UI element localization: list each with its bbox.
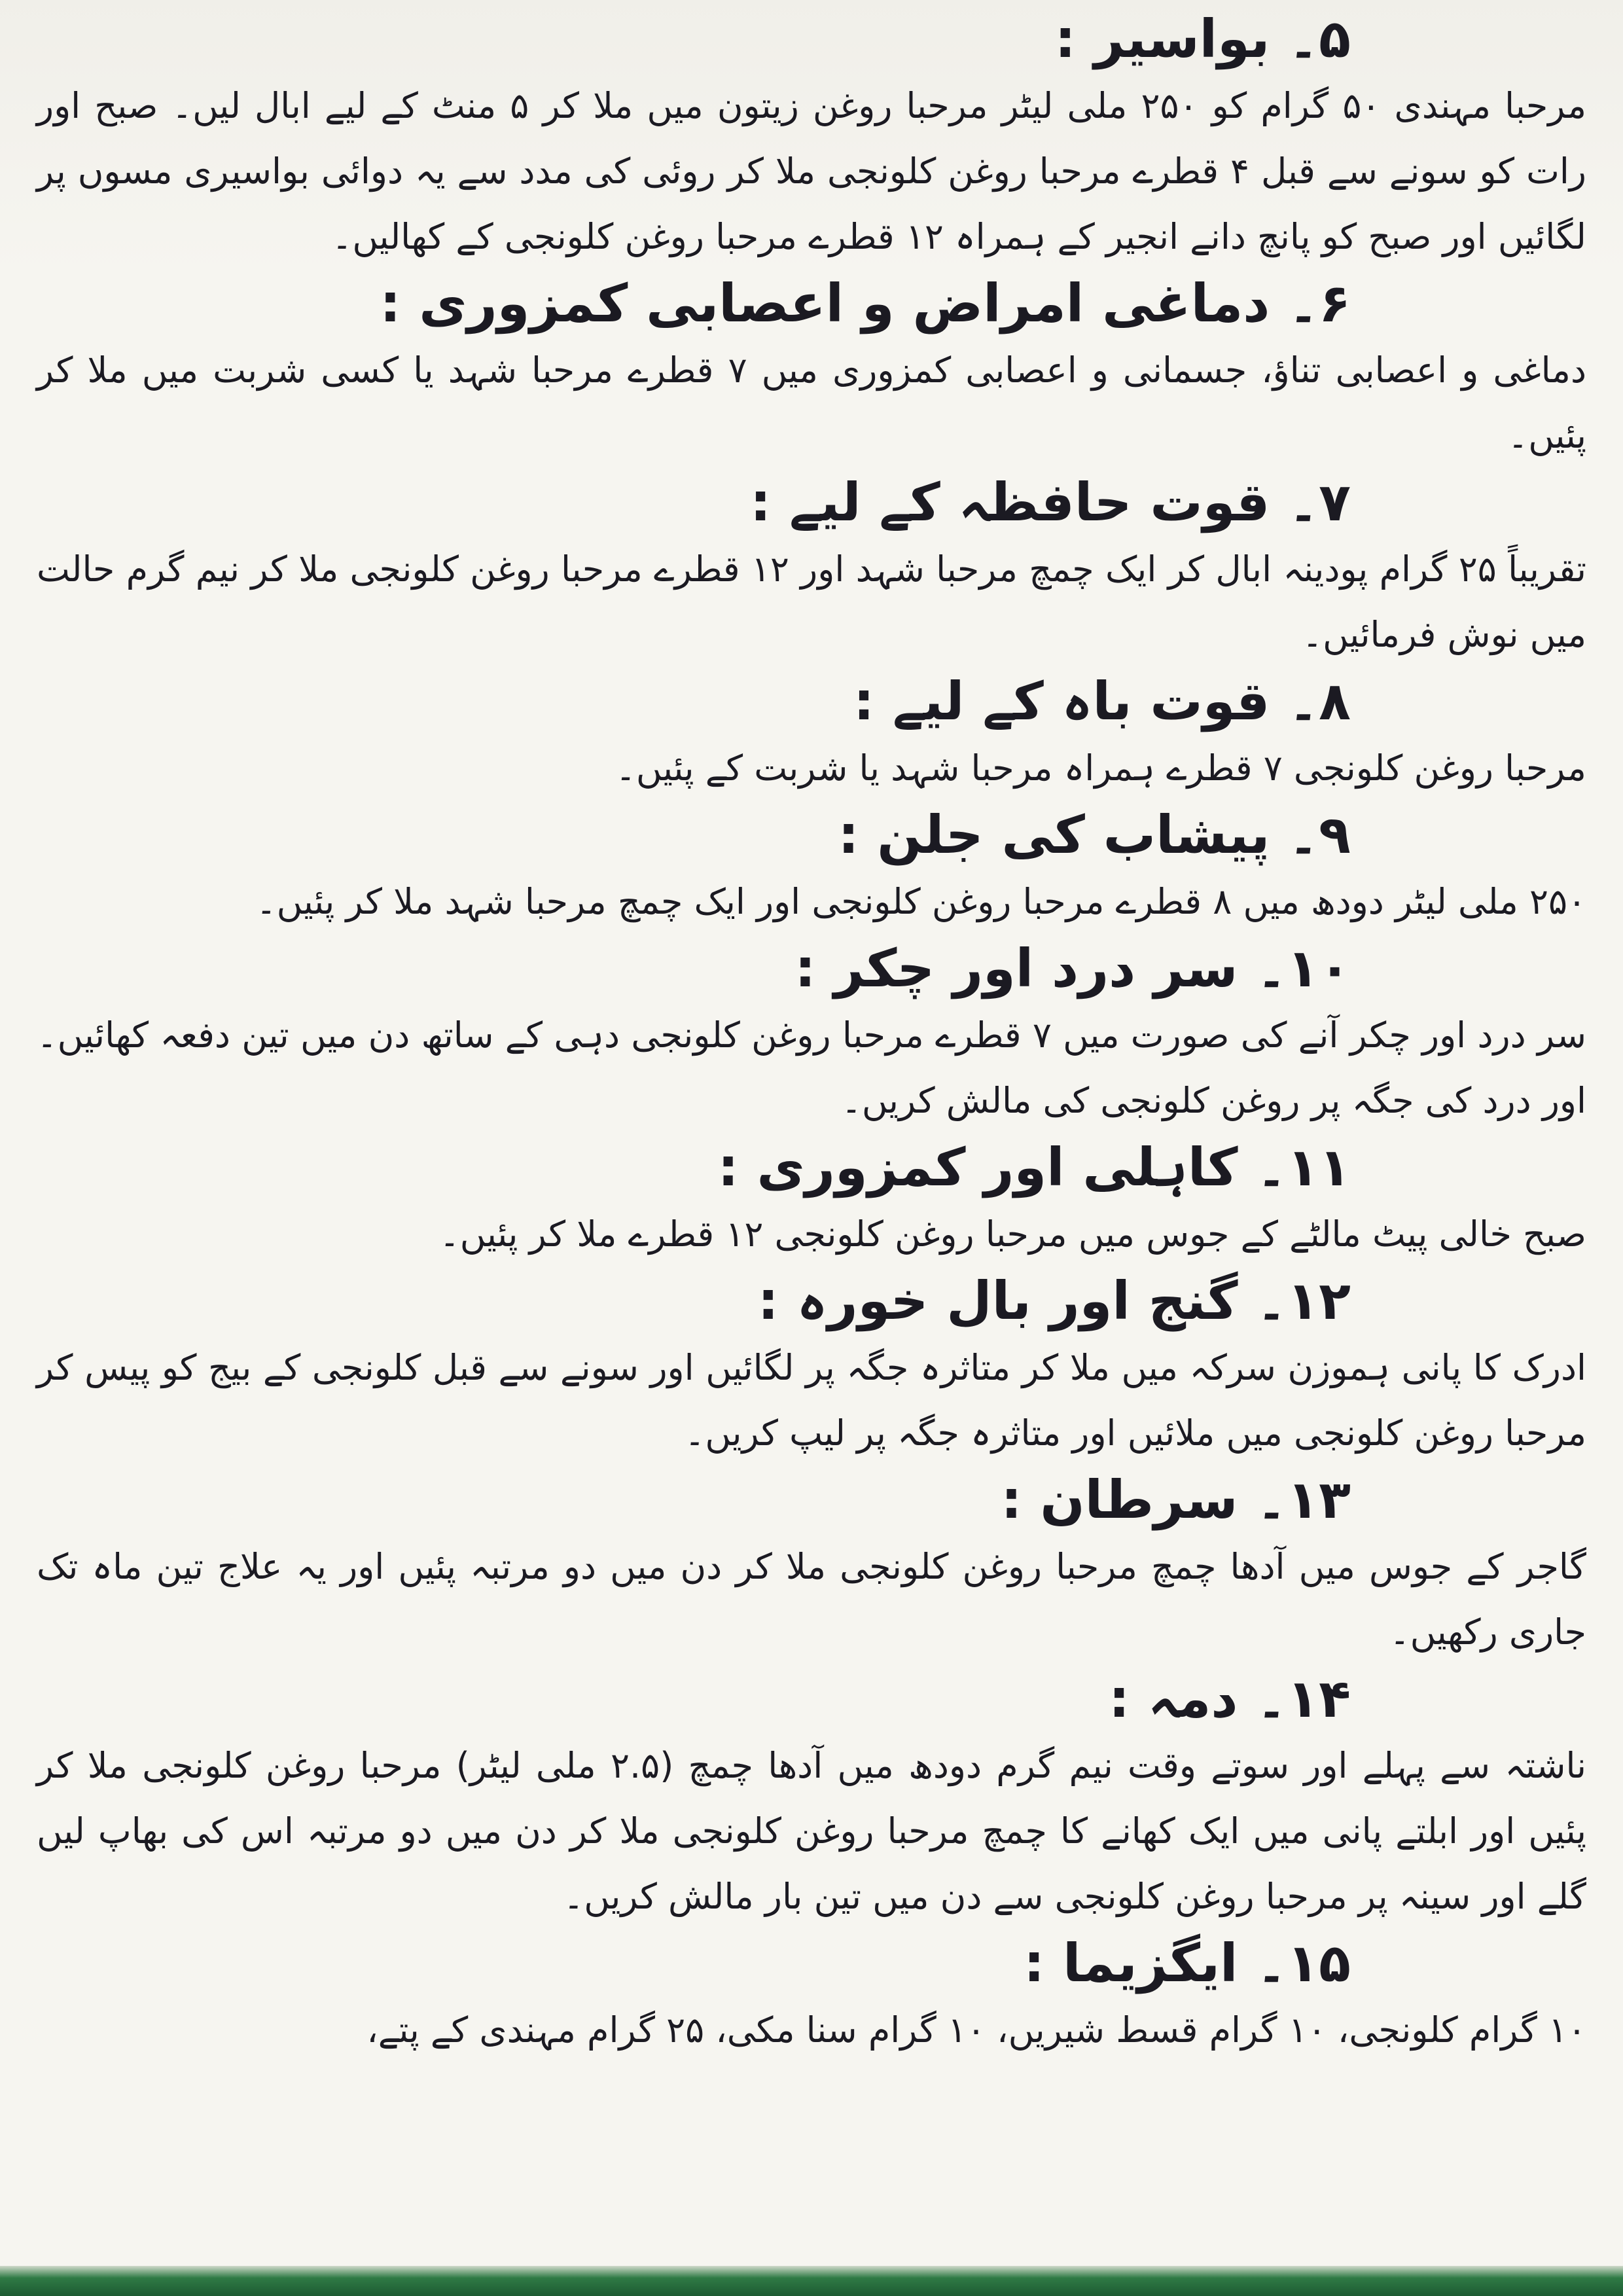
section-title: دمہ : [1109,1668,1238,1729]
section-asthma [37,1665,1586,1929]
section-baldness [37,1267,1586,1466]
section-title: پیشاب کی جلن : [838,804,1270,865]
section-number: ۸۔ [1288,671,1351,732]
section-number: ۱۵۔ [1256,1933,1351,1994]
section-heading [37,935,1586,1003]
section-number: ۶۔ [1288,273,1351,334]
section-nervous-weakness [37,270,1586,469]
section-body: ناشتہ سے پہلے اور سوتے وقت نیم گرم دودھ میں آدھا چمچ (۲.۵ ملی لیٹر) مرحبا روغن کلونجی ملا کر پئیں اور ابلتے پانی میں ایک کھانے کا چمچ مرحبا روغن کلونجی ملا کر دن میں دو مرتبہ اس کی بھاپ لیں گلے اور سینہ پر مرحبا روغن کلونجی سے دن میں تین بار مالش کریں۔ [37,1745,1586,1917]
section-body: ۱۰ گرام کلونجی، ۱۰ گرام قسط شیریں، ۱۰ گرام سنا مکی، ۲۵ گرام مہندی کے پتے، [366,2009,1586,2051]
section-eczema [37,1929,1586,2063]
section-body: مرحبا روغن کلونجی ۷ قطرے ہمراہ مرحبا شہد یا شربت کے پئیں۔ [615,747,1586,789]
section-title: بواسیر : [1054,9,1270,69]
section-piles [37,5,1586,270]
section-heading [37,270,1586,338]
section-title: دماغی امراض و اعصابی کمزوری : [380,273,1270,334]
section-number: ۵۔ [1288,9,1351,69]
section-heading [37,5,1586,73]
section-number: ۱۴۔ [1256,1668,1351,1729]
section-heading [37,1267,1586,1335]
section-title: ایگزیما : [1024,1933,1238,1994]
section-heading [37,1466,1586,1534]
section-title: سرطان : [1001,1469,1238,1530]
section-heading [37,1929,1586,1998]
section-cancer [37,1466,1586,1665]
section-heading [37,801,1586,869]
section-title: قوت باہ کے لیے : [853,671,1270,732]
section-body: دماغی و اعصابی تناؤ، جسمانی و اعصابی کمزوری میں ۷ قطرے مرحبا شہد یا کسی شربت میں ملا کر پئیں۔ [37,350,1586,456]
section-heading [37,1134,1586,1202]
section-number: ۱۰۔ [1256,938,1351,999]
section-body: تقریباً ۲۵ گرام پودینہ ابال کر ایک چمچ مرحبا شہد اور ۱۲ قطرے مرحبا روغن کلونجی ملا کر نیم گرم حالت میں نوش فرمائیں۔ [37,548,1587,655]
section-body: صبح خالی پیٹ مالٹے کے جوس میں مرحبا روغن کلونجی ۱۲ قطرے ملا کر پئیں۔ [439,1213,1586,1255]
section-number: ۱۲۔ [1256,1270,1351,1331]
section-heading [37,1665,1586,1733]
section-title: قوت حافظہ کے لیے : [750,472,1270,533]
section-number: ۹۔ [1288,804,1351,865]
section-body: ادرک کا پانی ہموزن سرکہ میں ملا کر متاثرہ جگہ پر لگائیں اور سونے سے قبل کلونجی کے بیج کو پیس کر مرحبا روغن کلونجی میں ملائیں اور متاثرہ جگہ پر لیپ کریں۔ [37,1347,1586,1454]
section-heading [37,668,1586,736]
section-lethargy [37,1134,1586,1267]
section-urine-burning [37,801,1586,935]
section-body: مرحبا مہندی ۵۰ گرام کو ۲۵۰ ملی لیٹر مرحبا روغن زیتون میں ملا کر ۵ منٹ کے لیے ابال لیں۔ صبح اور رات کو سونے سے قبل ۴ قطرے مرحبا روغن کلونجی ملا کر روئی کی مدد سے یہ دوائی بواسیری مسوں پر لگائیں اور صبح کو پانچ دانے انجیر کے ہمراہ ۱۲ قطرے مرحبا روغن کلونجی کے کھالیں۔ [37,85,1587,257]
section-headache [37,935,1586,1134]
section-body: ۲۵۰ ملی لیٹر دودھ میں ۸ قطرے مرحبا روغن کلونجی اور ایک چمچ مرحبا شہد ملا کر پئیں۔ [255,881,1586,922]
section-title: کاہلی اور کمزوری : [717,1137,1238,1198]
section-body: سر درد اور چکر آنے کی صورت میں ۷ قطرے مرحبا روغن کلونجی دہی کے ساتھ دن میں تین دفعہ کھائیں۔ اور درد کی جگہ پر روغن کلونجی کی مالش کریں۔ [37,1014,1586,1121]
section-title: سر درد اور چکر : [794,938,1238,999]
page-bottom-band [0,2266,1623,2296]
section-vigor [37,668,1586,801]
section-number: ۱۱۔ [1256,1137,1351,1198]
section-title: گنج اور بال خورہ : [757,1270,1238,1331]
section-number: ۱۳۔ [1256,1469,1351,1530]
section-body: گاجر کے جوس میں آدھا چمچ مرحبا روغن کلونجی ملا کر دن میں دو مرتبہ پئیں اور یہ علاج تین ماہ تک جاری رکھیں۔ [37,1546,1586,1653]
section-heading [37,469,1586,537]
section-memory [37,469,1586,668]
section-number: ۷۔ [1288,472,1351,533]
